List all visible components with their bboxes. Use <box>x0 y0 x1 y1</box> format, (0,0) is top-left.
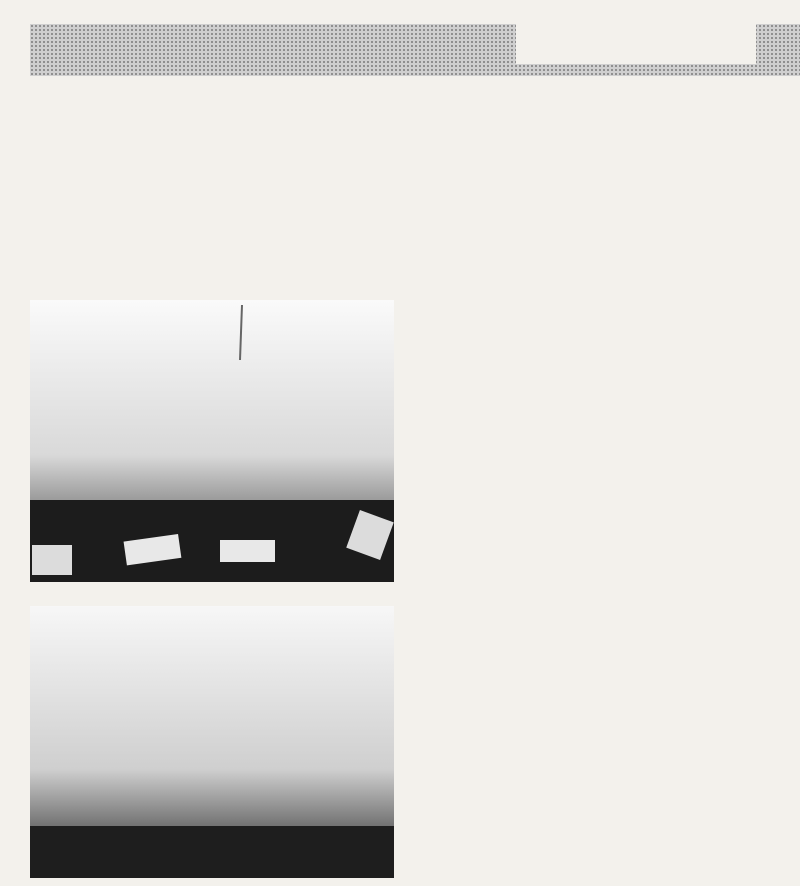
group-photo-bottom-image <box>30 606 394 878</box>
article-column-2 <box>612 297 798 305</box>
section-name <box>516 24 756 64</box>
group-photo-top-image <box>30 300 394 582</box>
article-column-1 <box>404 297 602 305</box>
group-photo-bottom <box>30 606 394 878</box>
group-photo-top <box>30 300 394 582</box>
